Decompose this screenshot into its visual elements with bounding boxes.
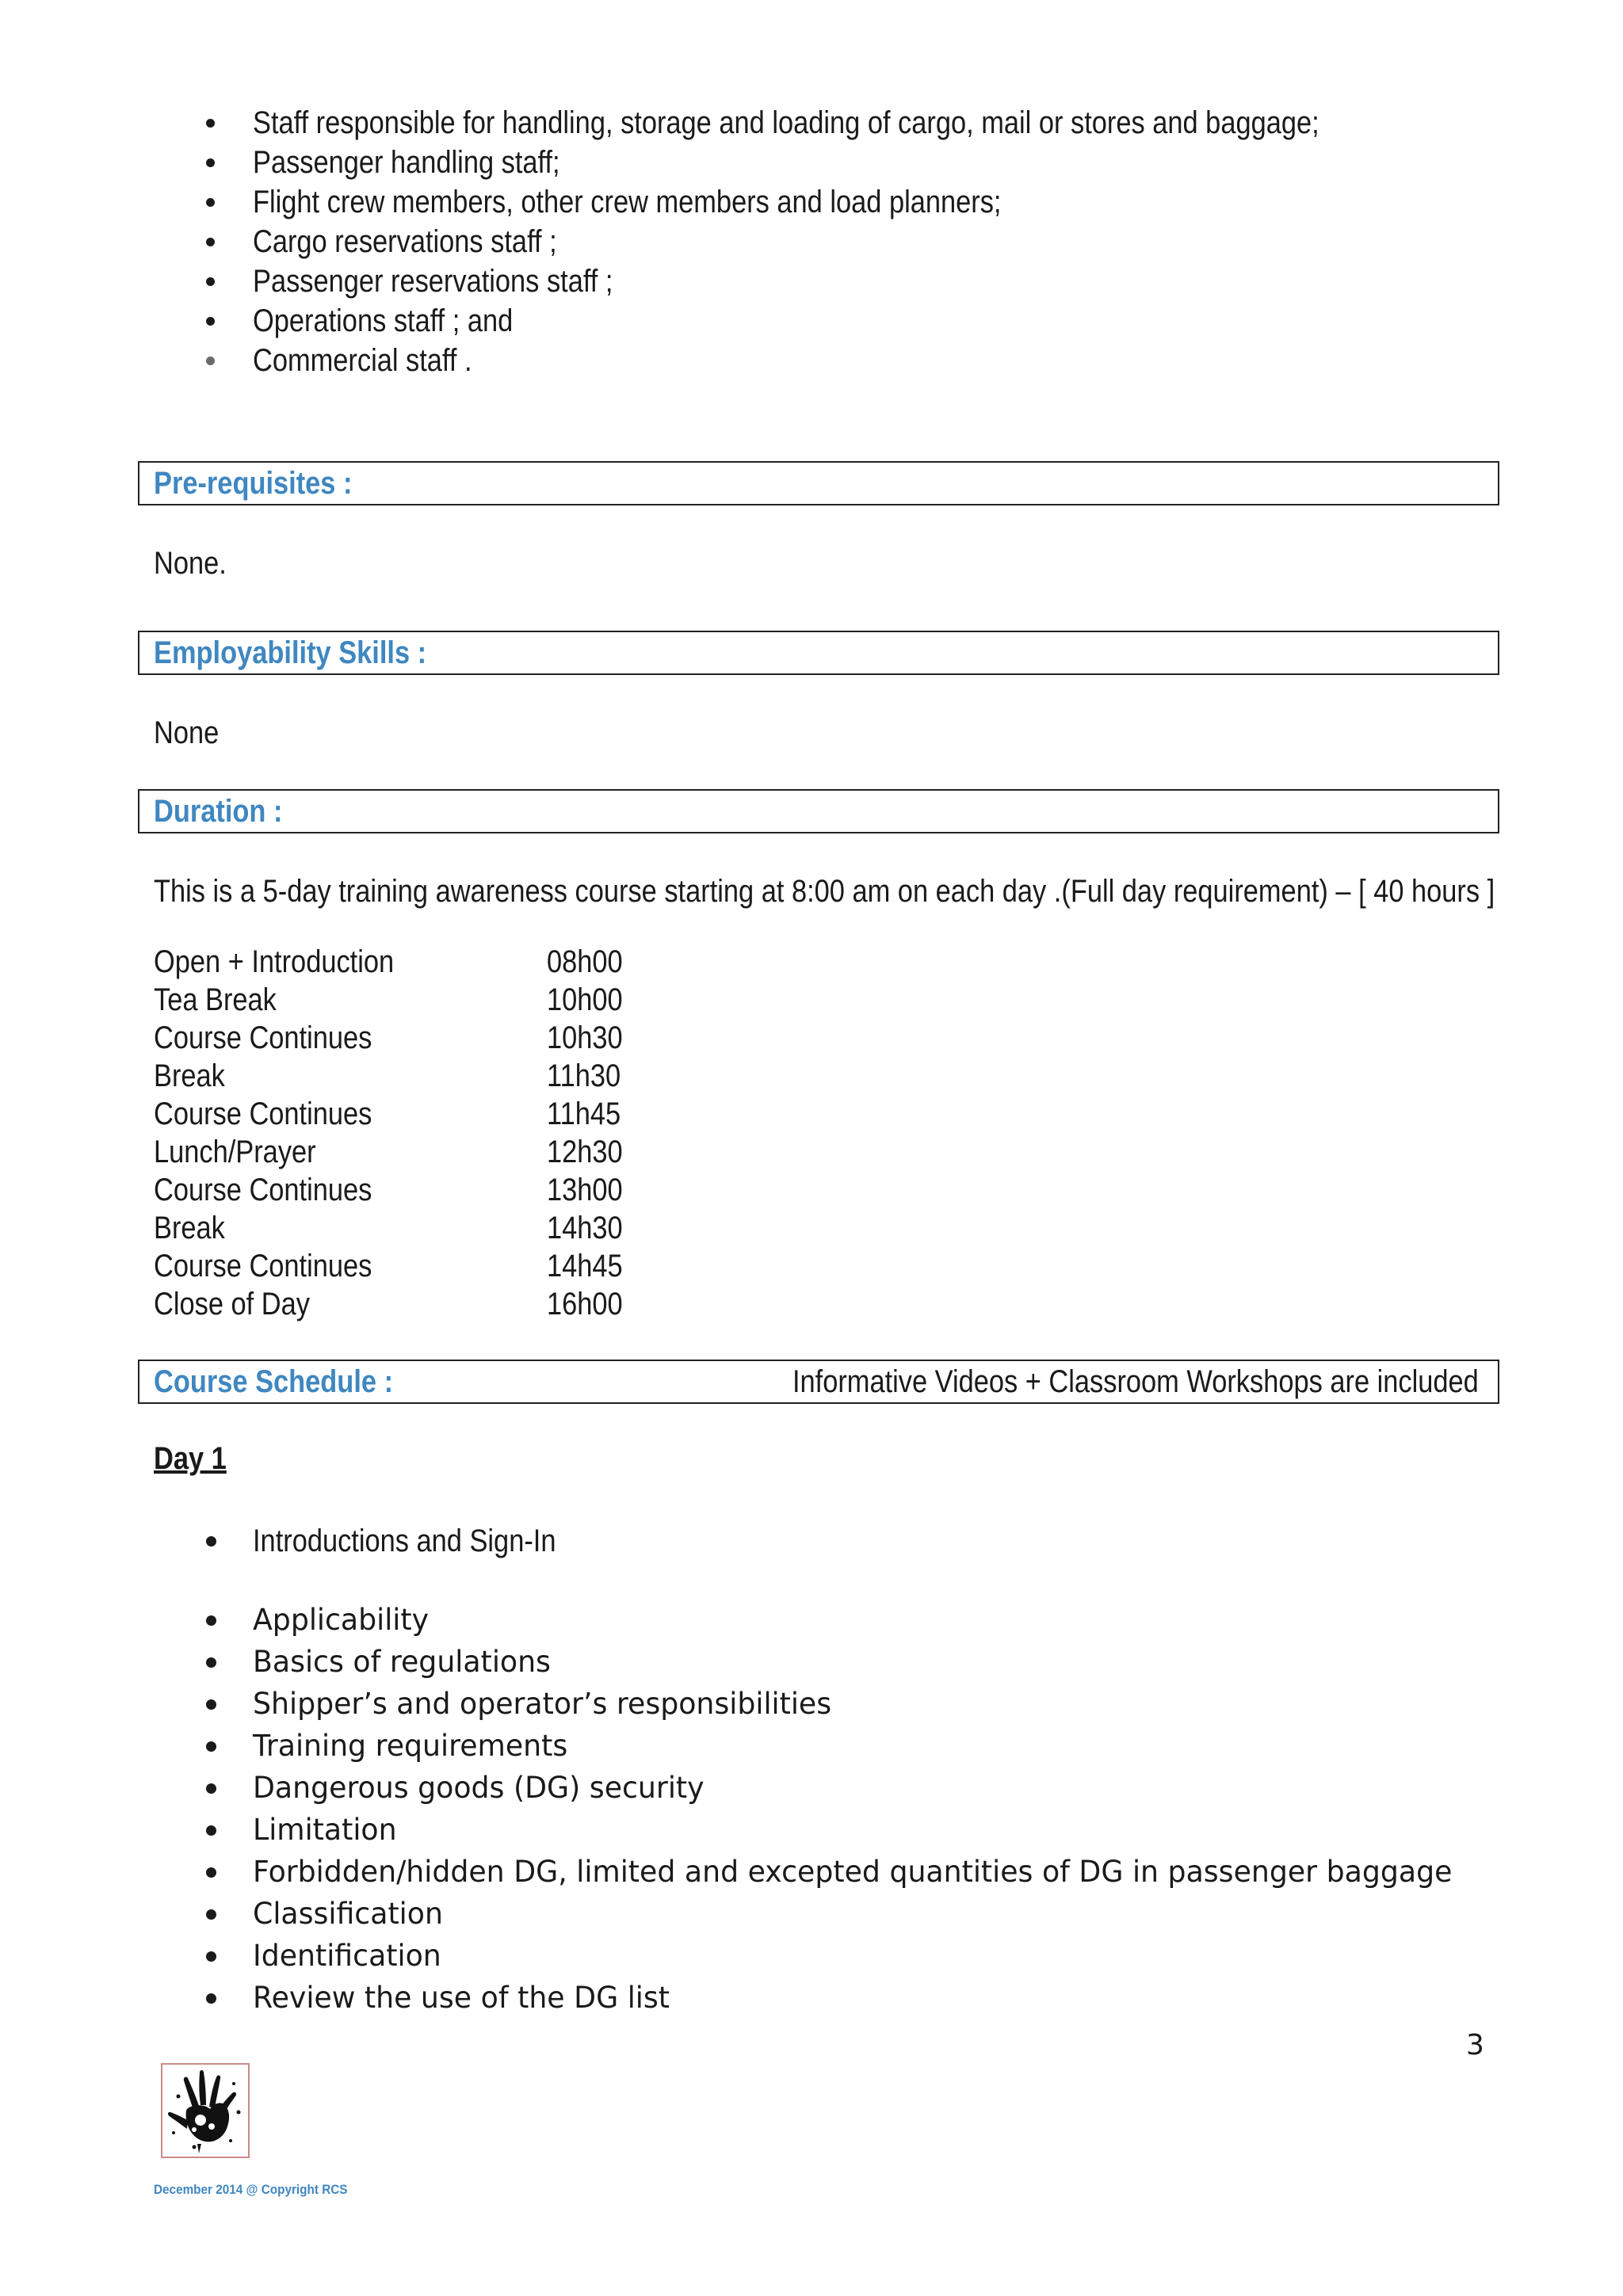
- bullet-icon: [206, 1825, 216, 1836]
- list-item-text: Shipper’s and operator’s responsibilities: [253, 1687, 832, 1721]
- prerequisites-heading: Pre-requisites :: [154, 466, 353, 501]
- schedule-time: 11h30: [547, 1058, 621, 1093]
- list-item-text: Commercial staff .: [253, 343, 472, 378]
- list-item-text: Identification: [253, 1939, 441, 1973]
- bullet-icon: [206, 1657, 216, 1668]
- list-item: [0, 1521, 1623, 1561]
- list-item-text: Dangerous goods (DG) security: [253, 1771, 705, 1805]
- schedule-row: [0, 1133, 1623, 1171]
- schedule-activity: Open + Introduction: [154, 944, 395, 979]
- list-item-text: Basics of regulations: [253, 1645, 551, 1679]
- page-number: 3: [1466, 2029, 1484, 2061]
- hand-logo-icon: [161, 2063, 250, 2158]
- duration-heading-box: [138, 789, 1499, 833]
- schedule-activity: Lunch/Prayer: [154, 1135, 316, 1169]
- list-item: [0, 1894, 1623, 1934]
- schedule-time: 14h45: [547, 1249, 623, 1283]
- prerequisites-text: None.: [154, 546, 227, 581]
- schedule-activity: Course Continues: [154, 1249, 372, 1283]
- schedule-row: [0, 943, 1623, 981]
- duration-text: This is a 5-day training awareness course starting at 8:00 am on each day .(Full day requirement) – [ 40 hours ]: [154, 874, 1495, 909]
- schedule-activity: Close of Day: [154, 1287, 310, 1322]
- course-schedule-heading-box: [138, 1360, 1499, 1404]
- schedule-activity: Tea Break: [154, 982, 277, 1017]
- schedule-row: [0, 1057, 1623, 1095]
- employability-heading: Employability Skills :: [154, 635, 427, 670]
- list-item-text: Introductions and Sign-In: [253, 1524, 556, 1558]
- bullet-icon: [206, 1741, 216, 1752]
- employability-heading-box: [138, 631, 1499, 675]
- schedule-time: 14h30: [547, 1211, 623, 1245]
- schedule-time: 12h30: [547, 1135, 623, 1169]
- bullet-icon: [206, 198, 215, 207]
- list-item: [0, 182, 1623, 222]
- schedule-time: 10h00: [547, 982, 623, 1017]
- list-item: [0, 1726, 1623, 1766]
- schedule-activity: Break: [154, 1211, 225, 1245]
- list-item-text: Limitation: [253, 1813, 397, 1847]
- schedule-row: [0, 1019, 1623, 1057]
- schedule-row: [0, 1171, 1623, 1209]
- list-item-text: Passenger handling staff;: [253, 145, 560, 180]
- bullet-icon: [206, 357, 215, 365]
- list-item: [0, 261, 1623, 301]
- schedule-activity: Break: [154, 1058, 225, 1093]
- day-label: Day 1: [154, 1441, 227, 1476]
- bullet-icon: [206, 1615, 216, 1626]
- schedule-row: [0, 1285, 1623, 1323]
- schedule-row: [0, 1209, 1623, 1247]
- list-item-text: Staff responsible for handling, storage and loading of cargo, mail or stores and baggage;: [253, 105, 1319, 140]
- schedule-time: 13h00: [547, 1173, 623, 1207]
- schedule-activity: Course Continues: [154, 1173, 372, 1207]
- list-item: [0, 1768, 1623, 1808]
- list-item-text: Cargo reservations staff ;: [253, 224, 557, 259]
- duration-heading: Duration :: [154, 794, 283, 829]
- employability-text: None: [154, 715, 220, 750]
- bullet-icon: [206, 119, 215, 128]
- list-item-text: Flight crew members, other crew members and load planners;: [253, 185, 1002, 219]
- list-item: [0, 301, 1623, 341]
- schedule-activity: Course Continues: [154, 1020, 372, 1055]
- bullet-icon: [206, 1699, 216, 1710]
- list-item: [0, 1978, 1623, 2018]
- list-item-text: Training requirements: [253, 1729, 568, 1763]
- bullet-icon: [206, 158, 215, 167]
- bullet-icon: [206, 1909, 216, 1920]
- schedule-time: 08h00: [547, 944, 623, 979]
- list-item-text: Review the use of the DG list: [253, 1981, 670, 2015]
- schedule-row: [0, 1247, 1623, 1285]
- course-schedule-heading: Course Schedule :: [154, 1364, 394, 1399]
- prerequisites-heading-box: [138, 461, 1499, 505]
- list-item: [0, 222, 1623, 261]
- schedule-activity: Course Continues: [154, 1097, 372, 1131]
- list-item-text: Forbidden/hidden DG, limited and excepted quantities of DG in passenger baggage: [253, 1855, 1453, 1889]
- bullet-icon: [206, 277, 215, 286]
- list-item: [0, 1936, 1623, 1976]
- bullet-icon: [206, 238, 215, 246]
- list-item-text: Operations staff ; and: [253, 303, 514, 338]
- bullet-icon: [206, 1951, 216, 1962]
- list-item-text: Passenger reservations staff ;: [253, 264, 613, 299]
- list-item: [0, 341, 1623, 380]
- bullet-icon: [206, 1783, 216, 1794]
- bullet-icon: [206, 1993, 216, 2004]
- footer-copyright: December 2014 @ Copyright RCS: [154, 2182, 348, 2197]
- list-item-text: Classification: [253, 1897, 443, 1931]
- bullet-icon: [206, 1536, 216, 1547]
- bullet-icon: [206, 1867, 216, 1878]
- schedule-row: [0, 981, 1623, 1019]
- list-item-text: Applicability: [253, 1603, 430, 1637]
- list-item: [0, 143, 1623, 182]
- list-item: [0, 103, 1623, 143]
- bullet-icon: [206, 317, 215, 326]
- schedule-row: [0, 1095, 1623, 1133]
- schedule-time: 10h30: [547, 1020, 623, 1055]
- course-schedule-note: Informative Videos + Classroom Workshops are included: [792, 1364, 1479, 1399]
- schedule-time: 16h00: [547, 1287, 623, 1322]
- list-item: [0, 1852, 1623, 1892]
- list-item: [0, 1810, 1623, 1850]
- list-item: [0, 1684, 1623, 1724]
- list-item: [0, 1600, 1623, 1640]
- list-item: [0, 1642, 1623, 1682]
- schedule-time: 11h45: [547, 1097, 621, 1131]
